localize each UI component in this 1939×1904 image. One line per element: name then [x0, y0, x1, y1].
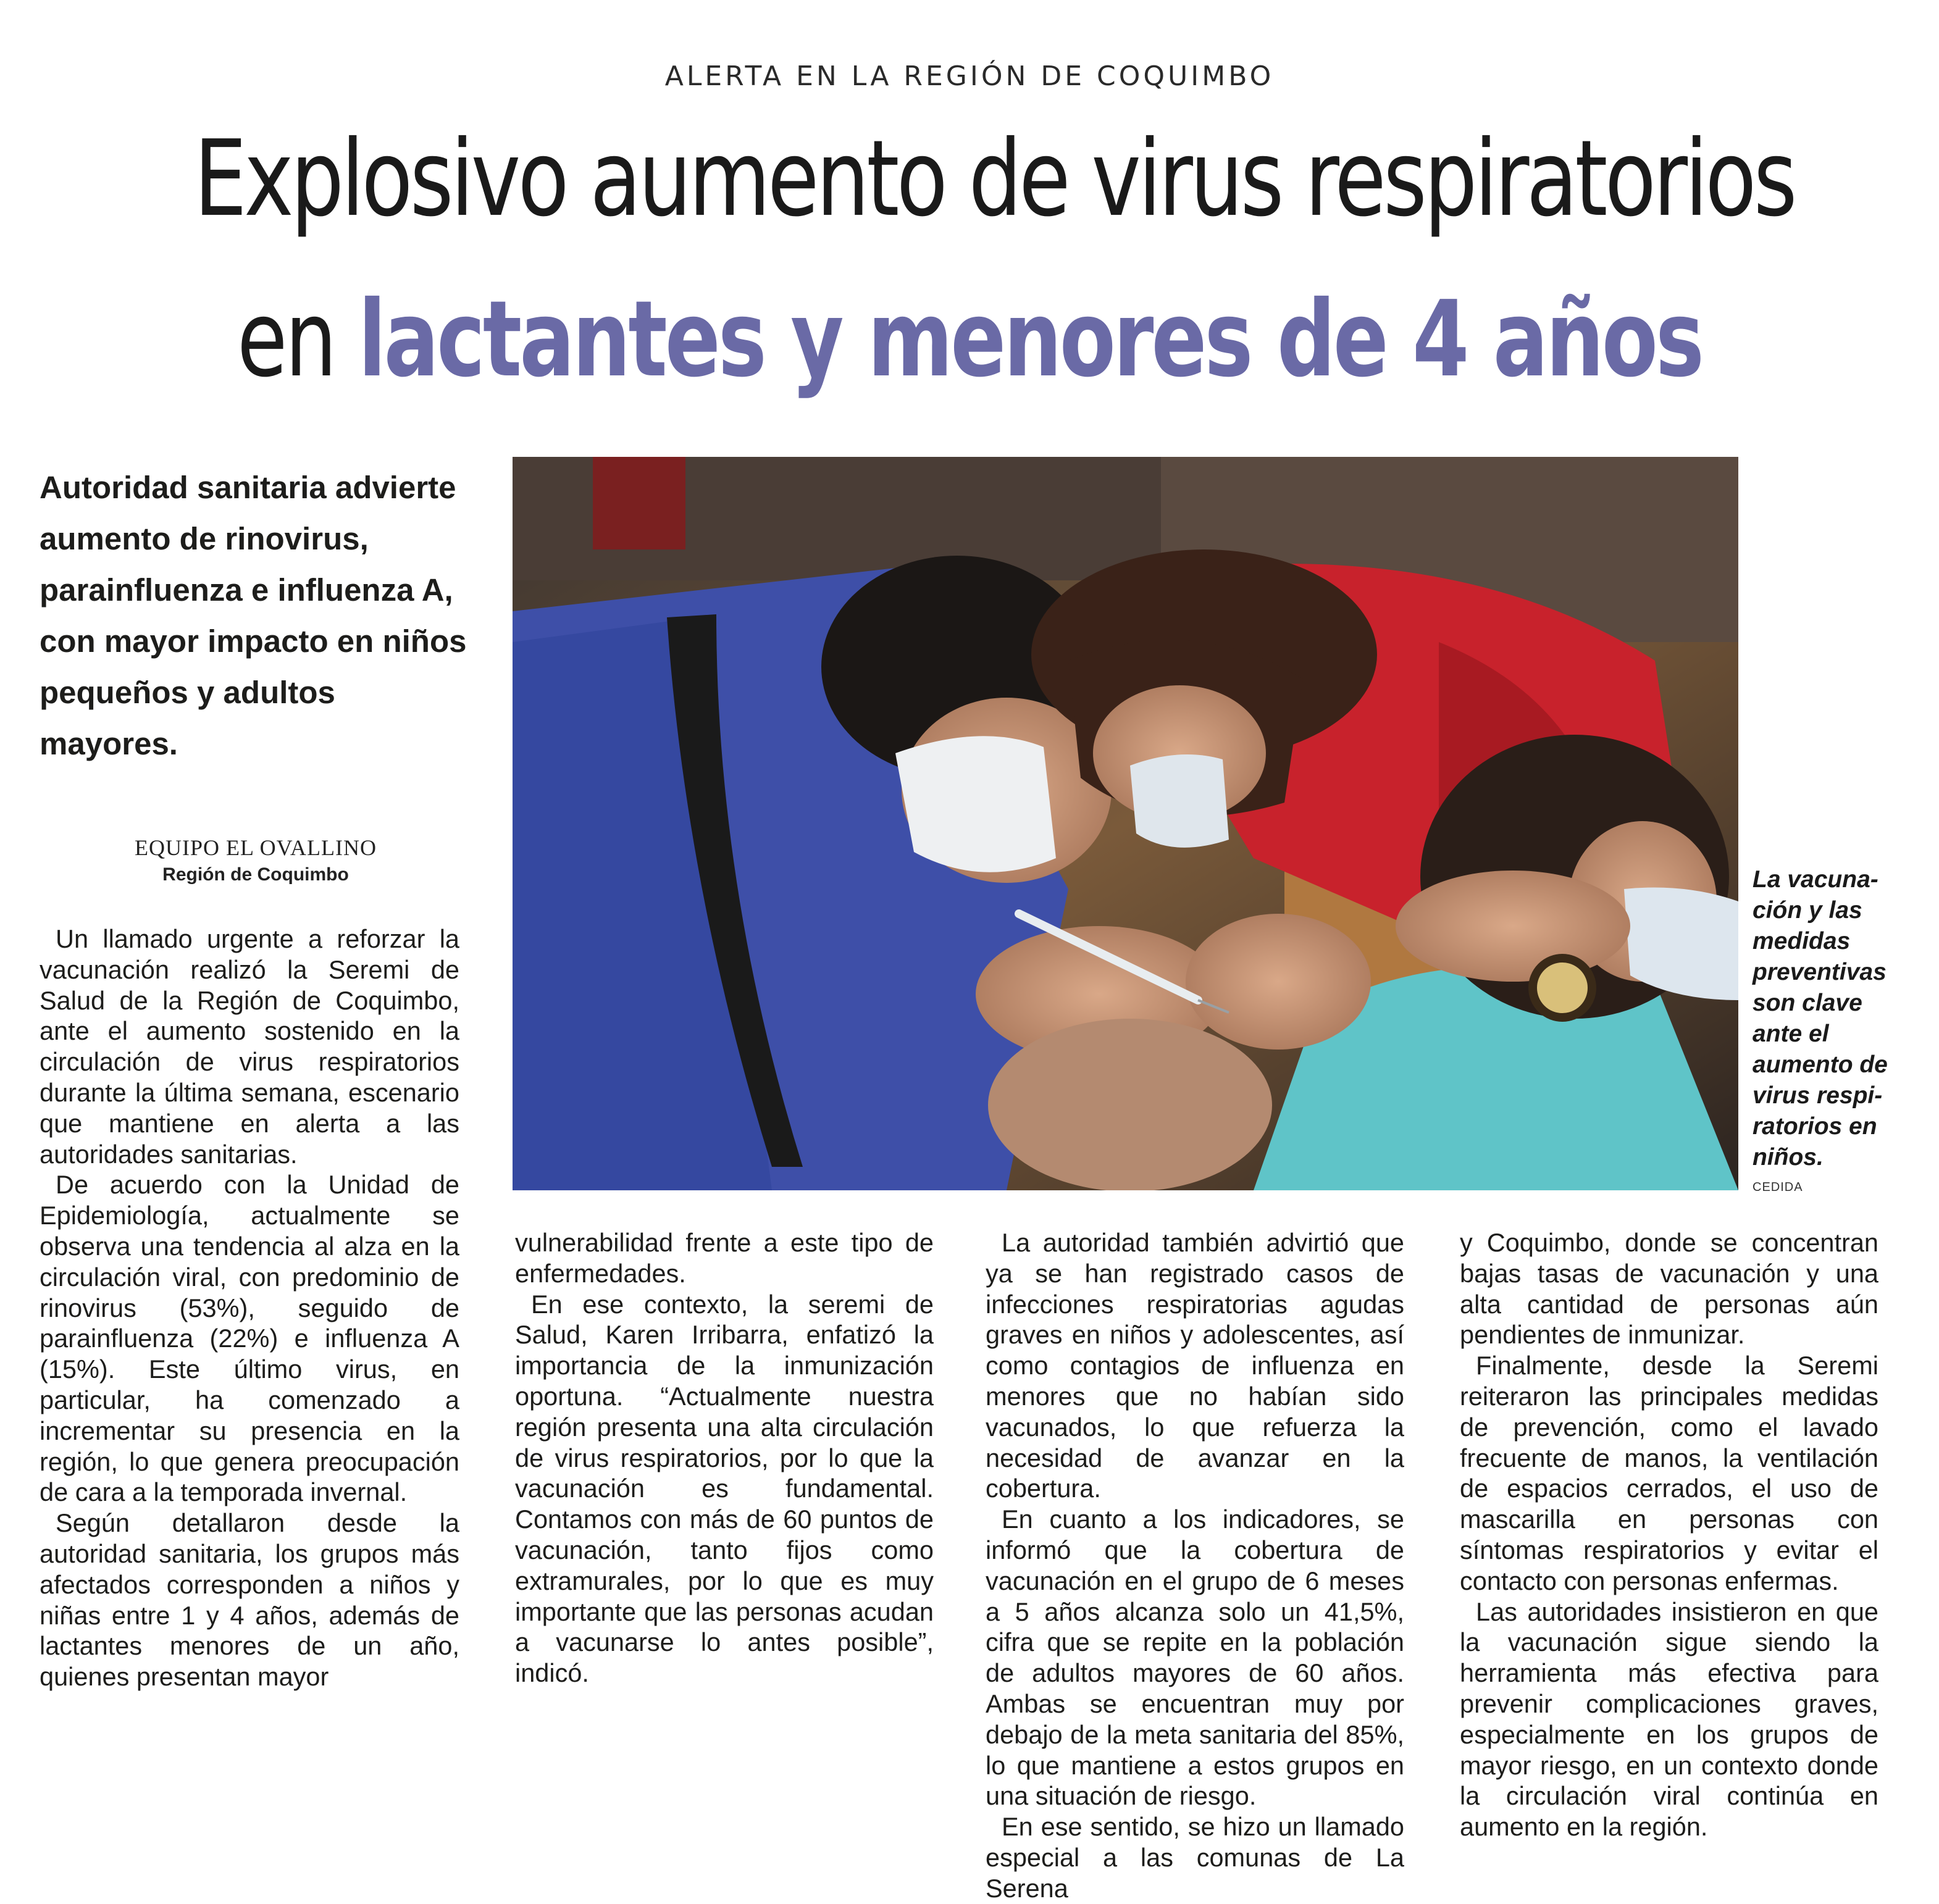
body-paragraph: vulnerabilidad frente a este tipo de enfermedades.	[515, 1228, 934, 1288]
body-paragraph: La autoridad también advirtió que ya se han registrado casos de infecciones respiratorias agudas graves en niños y adolescentes, así como contagios de influenza en menores que no habían sido vacunados, lo que refuerza la necesidad de avanzar en la cobertura.	[986, 1228, 1404, 1503]
byline-author: EQUIPO EL OVALLINO	[135, 835, 377, 860]
headline-prefix: en	[237, 278, 358, 401]
body-column-4	[1460, 1227, 1878, 1842]
vaccination-photo-illustration	[513, 457, 1738, 1190]
byline-place: Región de Coquimbo	[162, 864, 349, 885]
headline-line-1: Explosivo aumento de virus respiratorios	[194, 118, 1795, 240]
body-paragraph: En ese contexto, la seremi de Salud, Karen Irribarra, enfatizó la importancia de la inmunización oportuna. “Actualmente nuestra región presenta una alta circulación de virus respiratorios, por lo que la vacunación es fundamental. Contamos con más de 60 puntos de vacunación, tanto fijos como extramurales, por lo que es muy importante que las personas acudan a vacunarse lo antes posible”, indicó.	[515, 1289, 934, 1688]
body-paragraph: Las autoridades insistieron en que la vacunación sigue siendo la herramienta más efectiva para prevenir complicaciones graves, especialmente en los grupos de mayor riesgo, en un contexto donde la circulación viral continúa en aumento en la región.	[1460, 1597, 1878, 1842]
article-deck: Autoridad sanitaria advierte aumento de rinovirus, parainfluenza e influenza A, con mayor impacto en niños pequeños y adultos mayores.	[40, 470, 467, 761]
body-paragraph: De acuerdo con la Unidad de Epidemiología, actualmente se observa una tendencia al alza en la circulación viral, con predominio de rinovirus (53%), seguido de parainfluenza (22%) e influenza A (15%). Este último virus, en particular, ha comenzado a incrementar su presencia en la región, lo que genera preocupación de cara a la temporada invernal.	[40, 1170, 459, 1507]
section-kicker: ALERTA EN LA REGIÓN DE COQUIMBO	[664, 61, 1275, 92]
body-column-1	[40, 924, 459, 1692]
body-paragraph: En ese sentido, se hizo un llamado especial a las comunas de La Serena	[986, 1812, 1404, 1903]
body-column-3	[986, 1227, 1404, 1904]
photo-caption: La vacuna-ción y las medidas preventivas son clave ante el aumento de virus respi-ratorios en niños.	[1753, 866, 1888, 1171]
body-paragraph: Un llamado urgente a reforzar la vacunación realizó la Seremi de Salud de la Región de Coquimbo, ante el aumento sostenido en la circulación de virus respiratorios durante la última semana, escenario que mantiene en alerta a las autoridades sanitarias.	[40, 924, 459, 1169]
headline-accent: lactantes y menores de 4 años	[358, 278, 1702, 401]
body-paragraph: Según detallaron desde la autoridad sanitaria, los grupos más afectados corresponden a niños y niñas entre 1 y 4 años, además de lactantes menores de un año, quienes presentan mayor	[40, 1508, 459, 1692]
body-column-2	[515, 1227, 934, 1689]
body-paragraph: Finalmente, desde la Seremi reiteraron las principales medidas de prevención, como el lavado frecuente de manos, la ventilación de espacios cerrados, el uso de mascarilla en personas con síntomas respiratorios y evitar el contacto con personas enfermas.	[1460, 1351, 1878, 1595]
headline-line-2	[213, 278, 1725, 401]
photo-credit: CEDIDA	[1753, 1180, 1803, 1194]
article-photo	[513, 457, 1738, 1190]
body-paragraph: En cuanto a los indicadores, se informó que la cobertura de vacunación en el grupo de 6 meses a 5 años alcanza solo un 41,5%, cifra que se repite en la población de adultos mayores de 60 años. Ambas se encuentran muy por debajo de la meta sanitaria del 85%, lo que mantiene a estos grupos en una situación de riesgo.	[986, 1505, 1404, 1811]
body-paragraph: y Coquimbo, donde se concentran bajas tasas de vacunación y una alta cantidad de personas aún pendientes de inmunizar.	[1460, 1228, 1878, 1350]
